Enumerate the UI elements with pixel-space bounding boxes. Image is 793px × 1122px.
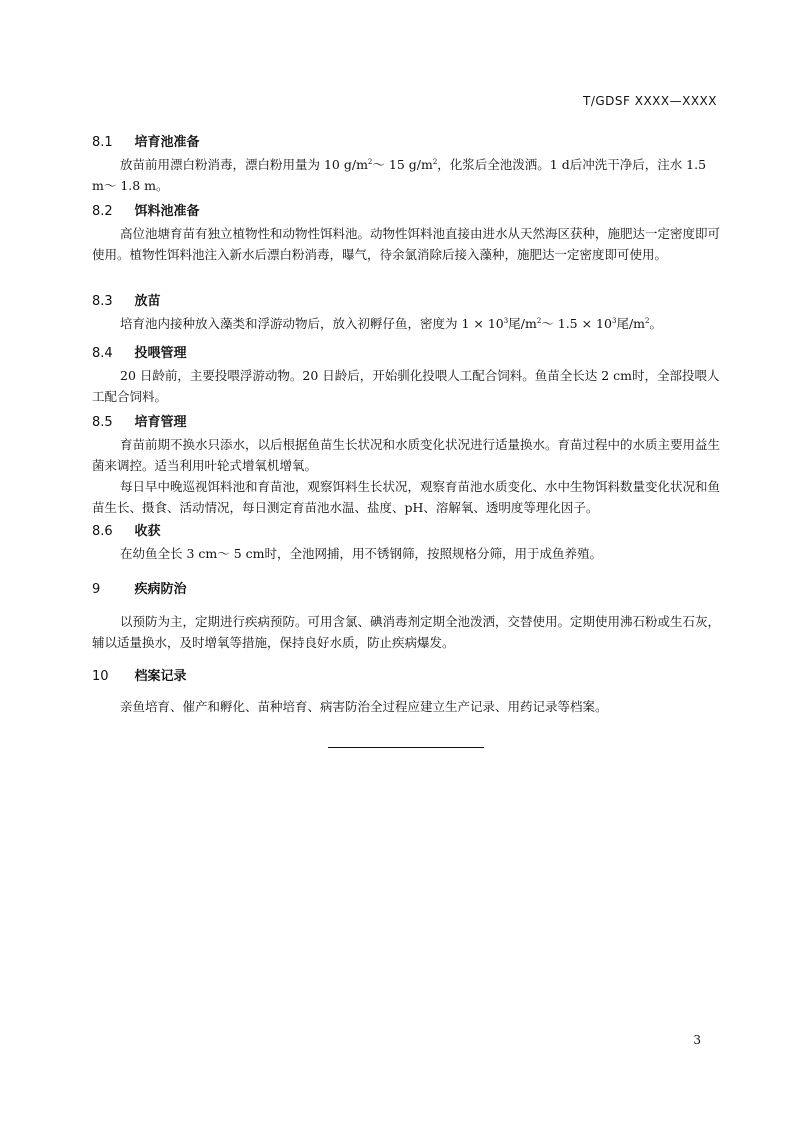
end-of-document-rule: [328, 747, 484, 748]
section-heading-8-2: [92, 200, 200, 219]
section-number: 8.4: [92, 346, 113, 361]
section-heading-8-3: [92, 290, 161, 309]
section-number: 8.6: [92, 524, 113, 539]
section-heading-8-5: [92, 411, 187, 430]
paragraph-8-1: 放苗前用漂白粉消毒，漂白粉用量为 10 $g/m^2\sim$ 15 $g/m^2$，化浆后全池泼洒。1 d后冲洗干净后，注水 1.5 m～ 1.8 m。: [92, 157, 707, 193]
paragraph-8-5-2: 每日早中晚巡视饵料池和育苗池，观察饵料生长状况，观察育苗池水质变化、水中生物饵料数量变化状况和鱼苗生长、摄食、活动情况，每日测定育苗池水温、盐度、pH、溶解氧、透明度等理化因子。: [92, 479, 721, 515]
paragraph-9: 以预防为主，定期进行疾病预防。可用含氯、碘消毒剂定期全池泼洒，交替使用。定期使用沸石粉或生石灰，辅以适量换水，及时增氧等措施，保持良好水质，防止疾病爆发。: [92, 614, 721, 650]
paragraph-10: 亲鱼培育、催产和孵化、苗种培育、病害防治全过程应建立生产记录、用药记录等档案。: [120, 699, 608, 714]
section-title: 收获: [134, 524, 161, 539]
paragraph-8-2: 高位池塘育苗有独立植物性和动物性饵料池。动物性饵料池直接由进水从天然海区获种，施肥达一定密度即可使用。植物性饵料池注入新水后漂白粉消毒，曝气，待余氯消除后接入藻种，施肥达一定密度即可使用。: [92, 226, 721, 262]
section-heading-8-1: [92, 131, 200, 150]
section-title: 疾病防治: [134, 582, 187, 597]
section-number: 8.2: [92, 204, 113, 219]
paragraph-8-6: 在幼鱼全长 3 cm～ 5 cm时，全池网捕，用不锈钢筛，按照规格分筛，用于成鱼养殖。: [120, 546, 603, 561]
document-code: T/GDSF XXXX—XXXX: [582, 94, 717, 108]
section-title: 培育池准备: [134, 135, 200, 150]
section-title: 培育管理: [134, 415, 187, 430]
section-title: 放苗: [134, 294, 161, 309]
section-title: 投喂管理: [134, 346, 187, 361]
paragraph-8-3: 培育池内接种放入藻类和浮游动物后，放入初孵仔鱼，密度为 $1 \times 10^3$尾$/m^2\sim$ $1.5 \times 10^3$尾$/m^2$。: [120, 316, 662, 331]
section-heading-10: [92, 665, 187, 684]
paragraph-8-5-1: 育苗前期不换水只添水，以后根据鱼苗生长状况和水质变化状况进行适量换水。育苗过程中的水质主要用益生菌来调控。适当利用叶轮式增氧机增氧。: [92, 437, 721, 473]
section-number: 8.5: [92, 415, 113, 430]
section-heading-8-6: [92, 520, 161, 539]
section-number: 8.3: [92, 294, 113, 309]
section-title: 档案记录: [134, 669, 187, 684]
section-number: 10: [92, 669, 109, 684]
section-heading-8-4: [92, 342, 187, 361]
paragraph-8-4: 20 日龄前，主要投喂浮游动物。20 日龄后，开始驯化投喂人工配合饲料。鱼苗全长达 2 cm时，全部投喂人工配合饲料。: [92, 368, 720, 404]
section-number: 8.1: [92, 135, 113, 150]
section-number: 9: [92, 582, 101, 597]
section-heading-9: [92, 578, 187, 597]
section-title: 饵料池准备: [134, 204, 200, 219]
page-number: 3: [693, 1033, 701, 1047]
